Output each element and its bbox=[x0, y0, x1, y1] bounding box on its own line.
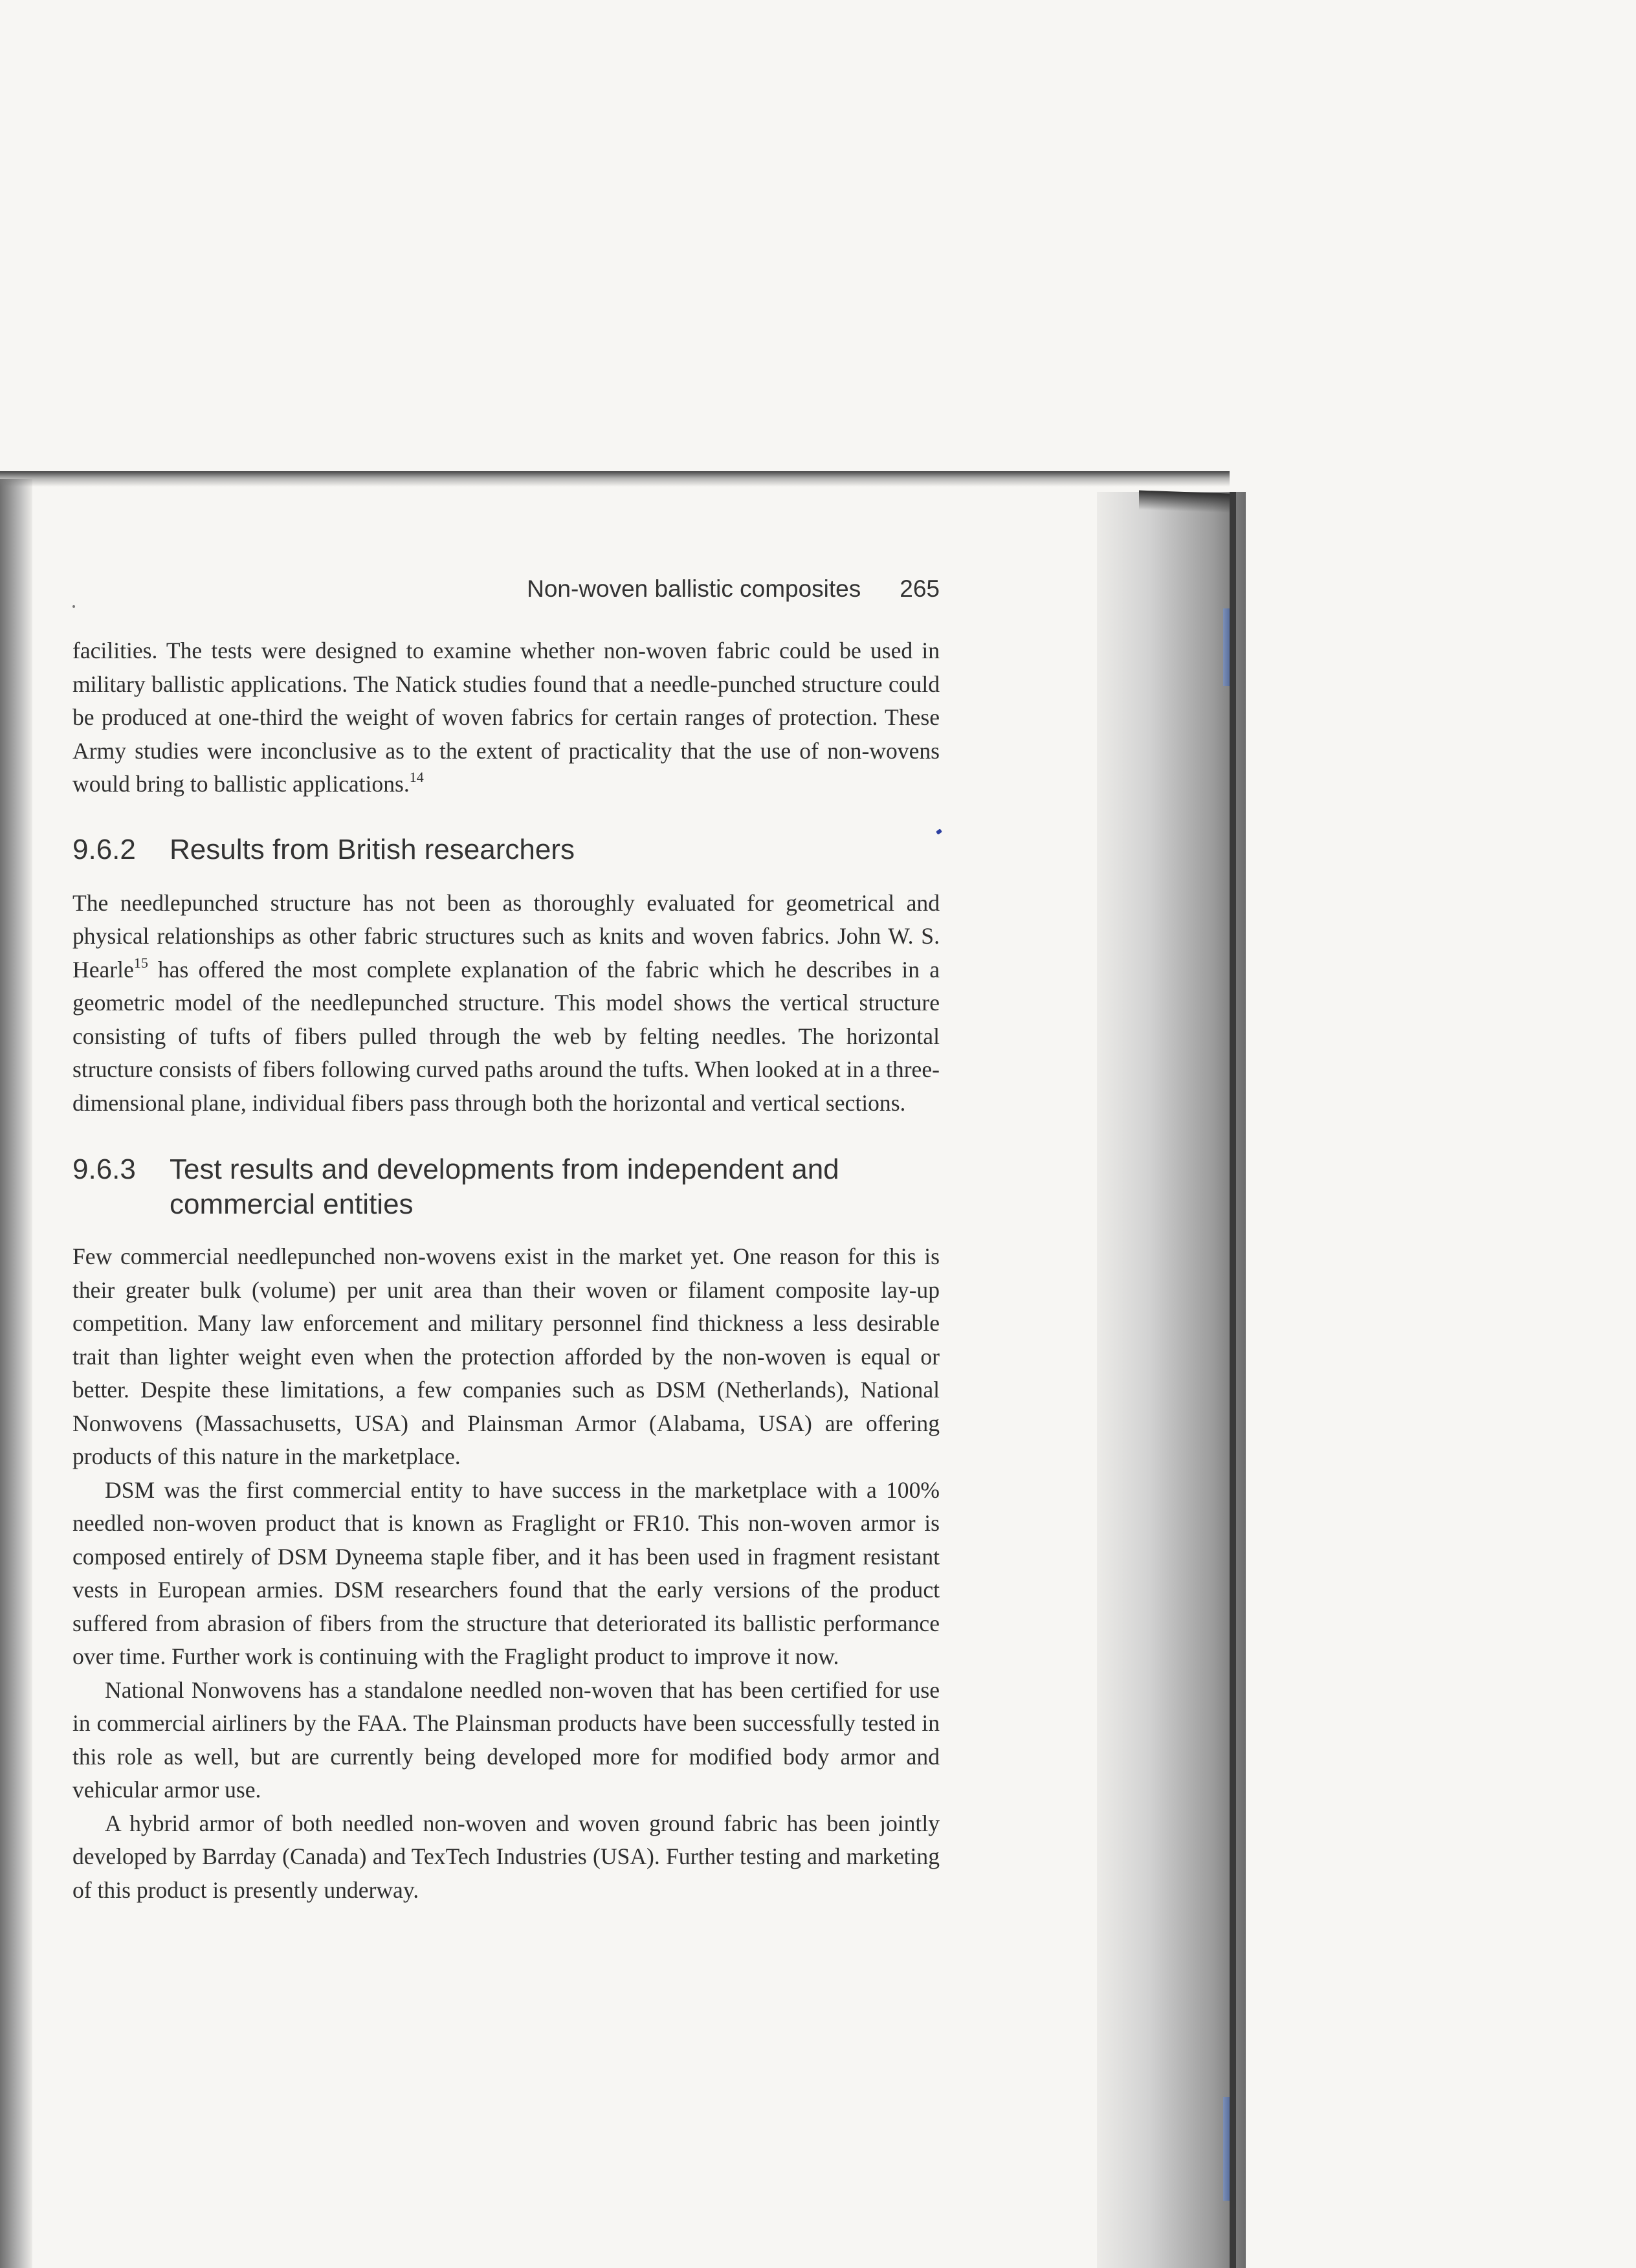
pen-mark bbox=[936, 828, 942, 835]
section-number: 9.6.3 bbox=[72, 1153, 136, 1185]
footnote-ref: 14 bbox=[409, 769, 424, 785]
section-title bbox=[170, 1152, 940, 1222]
paragraph: Few commercial needlepunched non-wovens exist in the market yet. One reason for this is their greater bulk (volume) per unit area than their woven or filament composite lay-up competition. Many law enforcement and military personnel find thickness a less desirable trait than lighter weight even when the protection afforded by the non-woven is equal or better. Despite these limitations, a few companies such as DSM (Netherlands), National Nonwovens (Massachusetts, USA) and Plainsman Armor (Alabama, USA) are offering products of this nature in the marketplace. bbox=[72, 1243, 940, 1469]
running-title: Non-woven ballistic composites bbox=[527, 575, 861, 602]
book-page-edge bbox=[1097, 492, 1246, 2268]
paragraph-text: facilities. The tests were designed to examine whether non-woven fabric could be used in military ballistic applications. The Natick studies found that a needle-punched structure could be produced at one-third the weight of woven fabrics for certain ranges of protection. These Army studies were inconclusive as to the extent of practicality that the use of non-wovens would bring to ballistic applications. bbox=[72, 638, 940, 797]
stray-mark bbox=[72, 605, 75, 608]
section-heading bbox=[72, 1152, 940, 1222]
scan-top-edge bbox=[0, 471, 1230, 487]
running-header bbox=[72, 570, 940, 608]
page-number: 265 bbox=[900, 575, 940, 602]
paragraph: A hybrid armor of both needled non-woven and woven ground fabric has been jointly developed by Barrday (Canada) and TexTech Industries (USA). Further testing and marketing of this product is presently underway. bbox=[72, 1810, 940, 1903]
paragraph-intro bbox=[72, 634, 940, 801]
cover-color-strip bbox=[1223, 2097, 1230, 2201]
book-page bbox=[72, 570, 940, 1907]
scan-left-shadow bbox=[0, 479, 32, 2268]
cover-color-strip bbox=[1223, 608, 1230, 686]
footnote-ref: 15 bbox=[133, 954, 148, 971]
section-title-line: Test results and developments from independent and bbox=[170, 1153, 839, 1185]
paragraph: DSM was the first commercial entity to have success in the marketplace with a 100% needled non-woven product that is known as Fraglight or FR10. This non-woven armor is composed entirely of DSM Dyneema staple fiber, and it has been used in fragment resistant vests in European armies. DSM researchers found that the early versions of the product suffered from abrasion of fibers from the structure that deteriorated its ballistic performance over time. Further work is continuing with the Fraglight product to improve it now. bbox=[72, 1476, 940, 1669]
section-number: 9.6.2 bbox=[72, 833, 136, 865]
book-spine-edge bbox=[1230, 492, 1236, 2268]
paragraph-text: has offered the most complete explanation of the fabric which he describes in a geometric model of the needlepunched structure. This model shows the vertical structure consisting of tufts of fibers pulled through the web by felting needles. The horizontal structure consists of fibers following curved paths around the tufts. When looked at in a three-dimensional plane, individual fibers pass through both the horizontal and vertical sections. bbox=[72, 956, 940, 1116]
paragraph-text: The needlepunched structure has not been as thoroughly evaluated for geometrical and physical relationships as other fabric structures such as knits and woven fabrics. John W. S. Hearle bbox=[72, 889, 940, 983]
section-title-line: commercial entities bbox=[170, 1188, 414, 1220]
paragraph bbox=[72, 887, 940, 1120]
paragraph: National Nonwovens has a standalone needled non-woven that has been certified for use in commercial airliners by the FAA. The Plainsman products have been successfully tested in this role as well, but are currently being developed more for modified body armor and vehicular armor use. bbox=[72, 1676, 940, 1803]
book-cover-edge bbox=[1139, 491, 1230, 513]
section-title: Results from British researchers bbox=[170, 833, 575, 865]
section-heading bbox=[72, 832, 940, 867]
